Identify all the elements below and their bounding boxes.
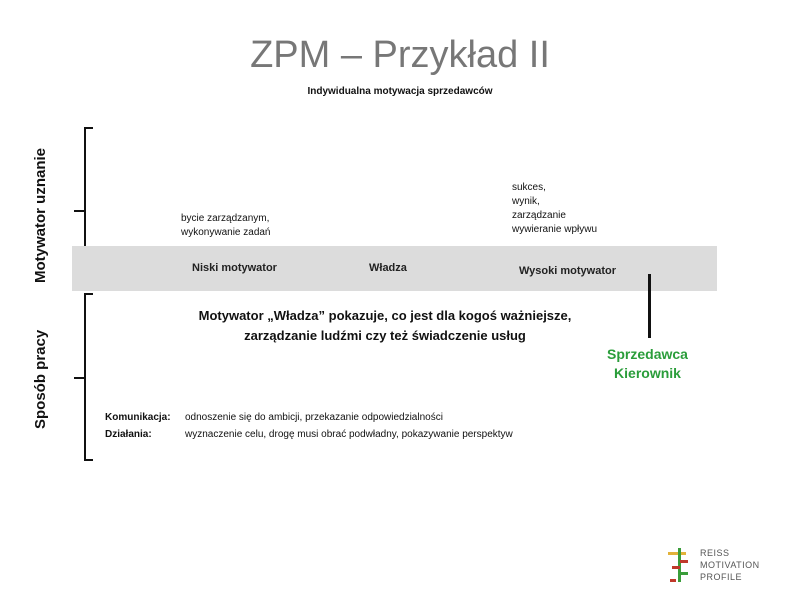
lower-bracket-tick — [74, 377, 84, 379]
lower-bracket — [84, 293, 93, 461]
upper-axis-label: Motywator uznanie — [32, 147, 49, 283]
slide-title: ZPM – Przykład II — [250, 34, 550, 76]
band-high-label: Wysoki motywator — [519, 265, 616, 277]
main-statement-line: zarządzanie ludźmi czy też świadczenie usług — [244, 328, 526, 343]
high-notes — [512, 181, 642, 237]
logo-line: MOTIVATION — [700, 560, 760, 570]
role-label-line: Sprzedawca — [607, 346, 688, 362]
high-note-line: zarządzanie — [512, 210, 566, 221]
lower-axis-label: Sposób pracy — [32, 329, 49, 429]
logo-line: PROFILE — [700, 572, 743, 582]
low-note-line: bycie zarządzanym, — [181, 213, 270, 224]
slide-subtitle: Indywidualna motywacja sprzedawców — [307, 86, 493, 97]
high-note-line: wywieranie wpływu — [512, 224, 598, 235]
band-low-label: Niski motywator — [192, 262, 277, 274]
communication-value: odnoszenie się do ambicji, przekazanie odpowiedzialności — [185, 412, 443, 423]
role-label-line: Kierownik — [614, 365, 681, 381]
low-notes — [181, 212, 331, 240]
main-statement — [140, 306, 630, 346]
band-mid-label: Władza — [369, 262, 407, 274]
main-statement-line: Motywator „Władza” pokazuje, co jest dla kogoś ważniejsze, — [198, 308, 572, 323]
role-marker-line — [648, 274, 651, 338]
communication-key: Komunikacja: — [105, 412, 171, 423]
high-note-line: sukces, — [512, 182, 546, 193]
upper-bracket — [84, 127, 93, 252]
reiss-logo-icon — [666, 546, 700, 586]
logo-line: REISS — [700, 548, 730, 558]
upper-bracket-tick — [74, 210, 84, 212]
actions-value: wyznaczenie celu, drogę musi obrać podwładny, pokazywanie perspektyw — [185, 429, 513, 440]
role-label — [585, 345, 710, 383]
high-note-line: wynik, — [512, 196, 540, 207]
low-note-line: wykonywanie zadań — [181, 227, 271, 238]
actions-key: Działania: — [105, 429, 152, 440]
reiss-logo-text — [700, 547, 760, 583]
